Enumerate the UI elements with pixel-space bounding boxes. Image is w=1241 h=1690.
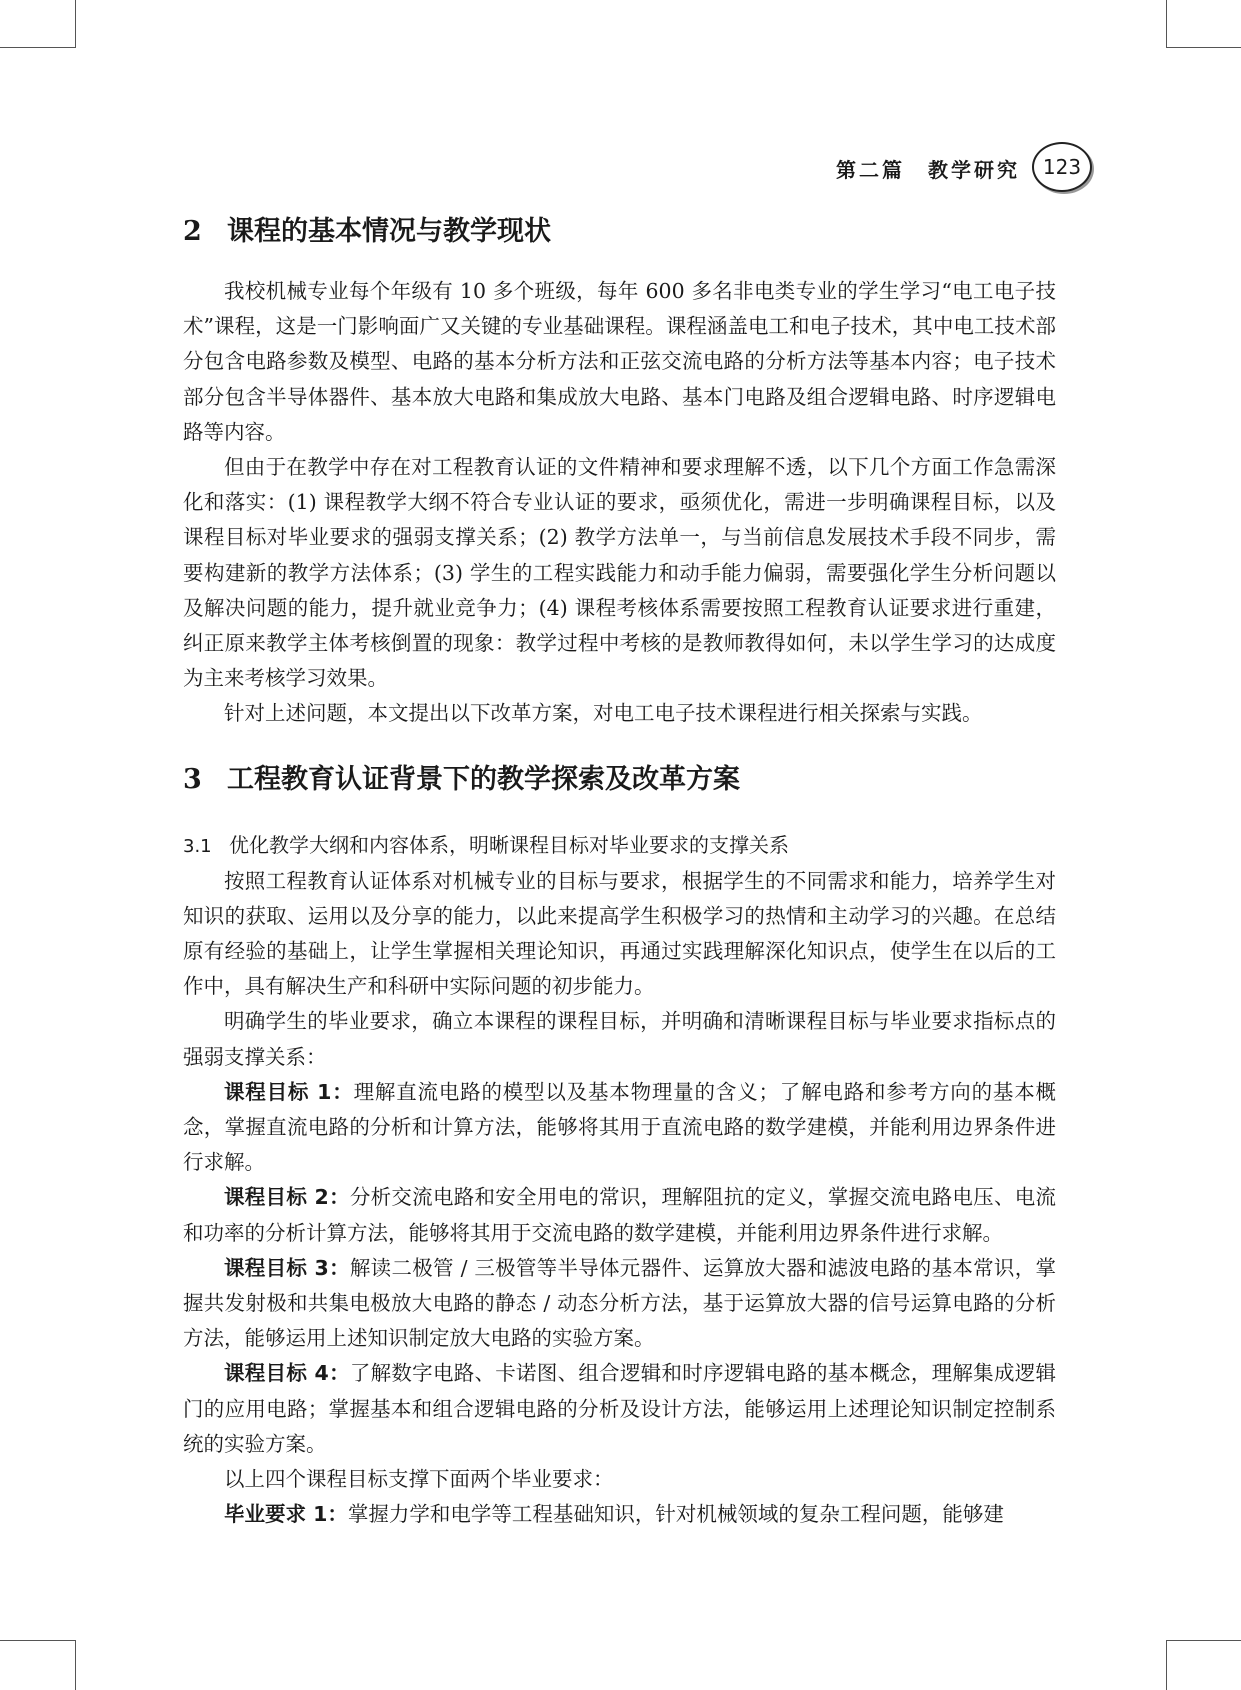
paragraph: 针对上述问题，本文提出以下改革方案，对电工电子技术课程进行相关探索与实践。 — [224, 701, 983, 726]
subsection-number: 3.1 — [183, 835, 212, 857]
subsection-title: 优化教学大纲和内容体系，明晰课程目标对毕业要求的支撑关系 — [229, 832, 789, 857]
crop-mark — [1166, 0, 1167, 48]
course-goal — [183, 1180, 1056, 1250]
page-body — [183, 212, 1056, 1533]
goal-text: 了解数字电路、卡诺图、组合逻辑和时序逻辑电路的基本概念，理解集成逻辑门的应用电路；掌握基本和组合逻辑电路的分析及设计方法，能够运用上述理论知识制定控制系统的实验方案。 — [183, 1361, 1056, 1456]
paragraph: 以上四个课程目标支撑下面两个毕业要求： — [224, 1467, 614, 1492]
crop-mark — [1166, 1640, 1167, 1690]
crop-mark — [1166, 47, 1241, 48]
running-header — [800, 142, 1100, 192]
crop-mark — [75, 1640, 76, 1690]
goal-text: 分析交流电路和安全用电的常识，理解阻抗的定义，掌握交流电路电压、电流和功率的分析计算方法，能够将其用于交流电路的数学建模，并能利用边界条件进行求解。 — [183, 1185, 1056, 1245]
section-title: 课程的基本情况与教学现状 — [227, 216, 551, 247]
section-title: 工程教育认证背景下的教学探索及改革方案 — [227, 763, 740, 795]
requirement-text: 掌握力学和电学等工程基础知识，针对机械领域的复杂工程问题，能够建 — [347, 1502, 1004, 1527]
crop-mark — [0, 1640, 76, 1641]
goal-text: 理解直流电路的模型以及基本物理量的含义；了解电路和参考方向的基本概念，掌握直流电路的分析和计算方法，能够将其用于直流电路的数学建模，并能利用边界条件进行求解。 — [183, 1079, 1056, 1175]
course-goal — [183, 1356, 1056, 1462]
requirement-label: 毕业要求 1： — [224, 1502, 348, 1527]
paragraph: 我校机械专业每个年级有 10 多个班级，每年 600 多名非电类专业的学生学习“电工电子技术”课程，这是一门影响面广又关键的专业基础课程。课程涵盖电工和电子技术，其中电工技术部分包含电路参数及模型、电路的基本分析方法和正弦交流电路的分析方法等基本内容；电子技术部分包含半导体器件、基本放大电路和集成放大电路、基本门电路及组合逻辑电路、时序逻辑电路等内容。 — [183, 279, 1056, 444]
subsection-heading — [183, 828, 1056, 864]
crop-mark — [0, 47, 76, 48]
crop-mark — [75, 0, 76, 48]
section-heading — [183, 212, 1056, 252]
running-header-title: 第二篇 教学研究 — [836, 158, 1020, 182]
goal-label: 课程目标 2： — [224, 1185, 350, 1210]
paragraph: 明确学生的毕业要求，确立本课程的课程目标，并明确和清晰课程目标与毕业要求指标点的强弱支撑关系： — [183, 1009, 1056, 1069]
course-goal — [183, 1251, 1056, 1357]
course-goal — [183, 1075, 1056, 1181]
section-heading — [183, 760, 1056, 800]
page-number: 123 — [1032, 142, 1092, 192]
goal-text: 解读二极管 / 三极管等半导体元器件、运算放大器和滤波电路的基本常识，掌握共发射极和共集电极放大电路的静态 / 动态分析方法，基于运算放大器的信号运算电路的分析方法，能够运用上述知识制定放大电路的实验方案。 — [183, 1255, 1056, 1351]
crop-mark — [1166, 1640, 1241, 1641]
section-number: 3 — [183, 763, 202, 795]
goal-label: 课程目标 1： — [224, 1079, 354, 1104]
goal-label: 课程目标 4： — [224, 1361, 350, 1386]
paragraph: 但由于在教学中存在对工程教育认证的文件精神和要求理解不透，以下几个方面工作急需深化和落实：(1) 课程教学大纲不符合专业认证的要求，亟须优化，需进一步明确课程目标，以及课程目标对毕业要求的强弱支撑关系；(2) 教学方法单一，与当前信息发展技术手段不同步，需要构建新的教学方法体系；(3) 学生的工程实践能力和动手能力偏弱，需要强化学生分析问题以及解决问题的能力，提升就业竞争力；(4) 课程考核体系需要按照工程教育认证要求进行重建，纠正原来教学主体考核倒置的现象：教学过程中考核的是教师教得如何，未以学生学习的达成度为主来考核学习效果。 — [183, 455, 1056, 691]
section-number: 2 — [183, 216, 202, 247]
graduation-requirement — [183, 1497, 1056, 1532]
paragraph: 按照工程教育认证体系对机械专业的目标与要求，根据学生的不同需求和能力，培养学生对知识的获取、运用以及分享的能力，以此来提高学生积极学习的热情和主动学习的兴趣。在总结原有经验的基础上，让学生掌握相关理论知识，再通过实践理解深化知识点，使学生在以后的工作中，具有解决生产和科研中实际问题的初步能力。 — [183, 868, 1056, 999]
goal-label: 课程目标 3： — [224, 1255, 350, 1280]
